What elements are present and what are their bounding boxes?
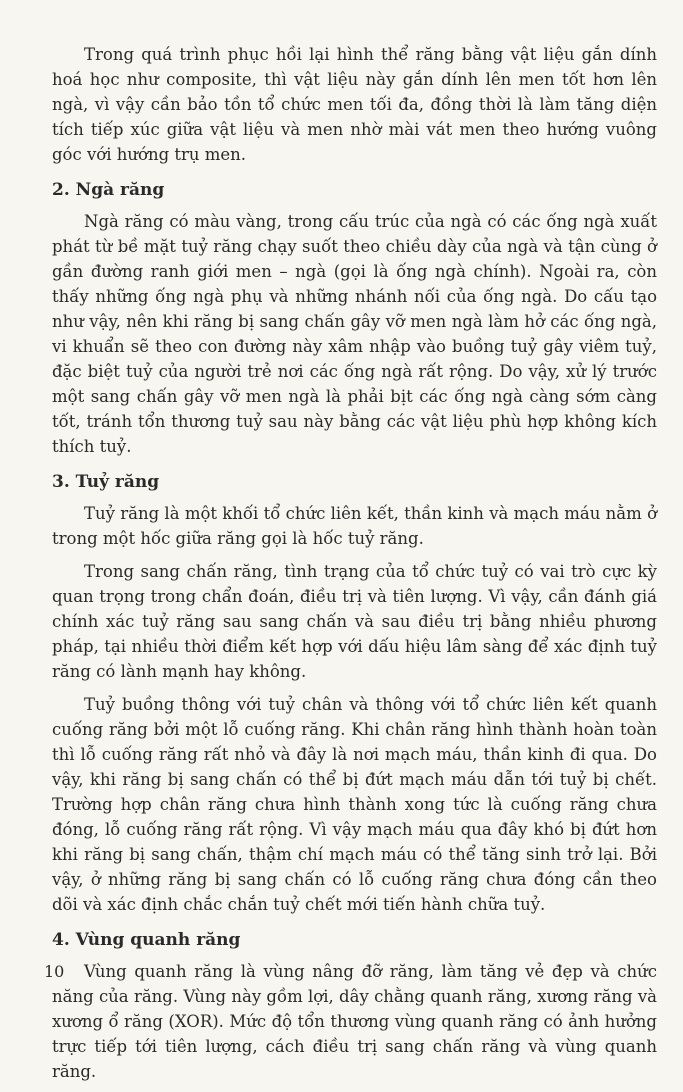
section-heading-vung-quanh-rang: 4. Vùng quanh răng: [52, 930, 241, 950]
nga-rang-paragraph: Ngà răng có màu vàng, trong cấu trúc của ngà có các ống ngà xuất phát từ bề mặt tuỷ răng chạy suốt theo chiều dày của ngà và tận cùng ở gần đường ranh giới men – ngà (gọi là ống ngà chính). Ngoài ra, còn thấy những ống ngà phụ và những nhánh nối của ống ngà. Do cấu tạo như vậy, nên khi răng bị sang chấn gây vỡ men ngà làm hở các ống ngà, vi khuẩn sẽ theo con đường này xâm nhập vào buồng tuỷ gây viêm tuỷ, đặc biệt tuỷ của người trẻ nơi các ống ngà rất rộng. Do vậy, xử lý trước một sang chấn gây vỡ men ngà là phải bịt các ống ngà càng sớm càng tốt, tránh tổn thương tuỷ sau này bằng các vật liệu phù hợp không kích thích tuỷ.: [52, 212, 657, 456]
vung-quanh-rang-paragraph: Vùng quanh răng là vùng nâng đỡ răng, làm tăng vẻ đẹp và chức năng của răng. Vùng này gồm lợi, dây chằng quanh răng, xương răng và xương ổ răng (XOR). Mức độ tổn thương vùng quanh răng có ảnh hưởng trực tiếp tới tiên lượng, cách điều trị sang chấn răng và vùng quanh răng.: [52, 962, 657, 1081]
intro-paragraph: Trong quá trình phục hồi lại hình thể răng bằng vật liệu gắn dính hoá học như composite, thì vật liệu này gắn dính lên men tốt hơn lên ngà, vì vậy cần bảo tồn tổ chức men tối đa, đồng thời là làm tăng diện tích tiếp xúc giữa vật liệu và men nhờ mài vát men theo hướng vuông góc với hướng trụ men.: [52, 45, 657, 164]
section-heading-tuy-rang: 3. Tuỷ răng: [52, 472, 160, 492]
page-content: [52, 42, 657, 1092]
page-number: 10: [44, 962, 65, 981]
tuy-rang-paragraph-1: Tuỷ răng là một khối tổ chức liên kết, thần kinh và mạch máu nằm ở trong một hốc giữa răng gọi là hốc tuỷ răng.: [52, 504, 657, 548]
tuy-rang-paragraph-2: Trong sang chấn răng, tình trạng của tổ chức tuỷ có vai trò cực kỳ quan trọng trong chẩn đoán, điều trị và tiên lượng. Vì vậy, cần đánh giá chính xác tuỷ răng sau sang chấn và sau điều trị bằng nhiều phương pháp, tại nhiều thời điểm kết hợp với dấu hiệu lâm sàng để xác định tuỷ răng có lành mạnh hay không.: [52, 562, 657, 681]
tuy-rang-paragraph-3: Tuỷ buồng thông với tuỷ chân và thông với tổ chức liên kết quanh cuống răng bởi một lỗ cuống răng. Khi chân răng hình thành hoàn toàn thì lỗ cuống răng rất nhỏ và đây là nơi mạch máu, thần kinh đi qua. Do vậy, khi răng bị sang chấn có thể bị đứt mạch máu dẫn tới tuỷ bị chết. Trường hợp chân răng chưa hình thành xong tức là cuống răng chưa đóng, lỗ cuống răng rất rộng. Vì vậy mạch máu qua đây khó bị đứt hơn khi răng bị sang chấn, thậm chí mạch máu có thể tăng sinh trở lại. Bởi vậy, ở những răng bị sang chấn có lỗ cuống răng chưa đóng cần theo dõi và xác định chắc chắn tuỷ chết mới tiến hành chữa tuỷ.: [52, 695, 657, 914]
section-heading-nga-rang: 2. Ngà răng: [52, 180, 165, 200]
